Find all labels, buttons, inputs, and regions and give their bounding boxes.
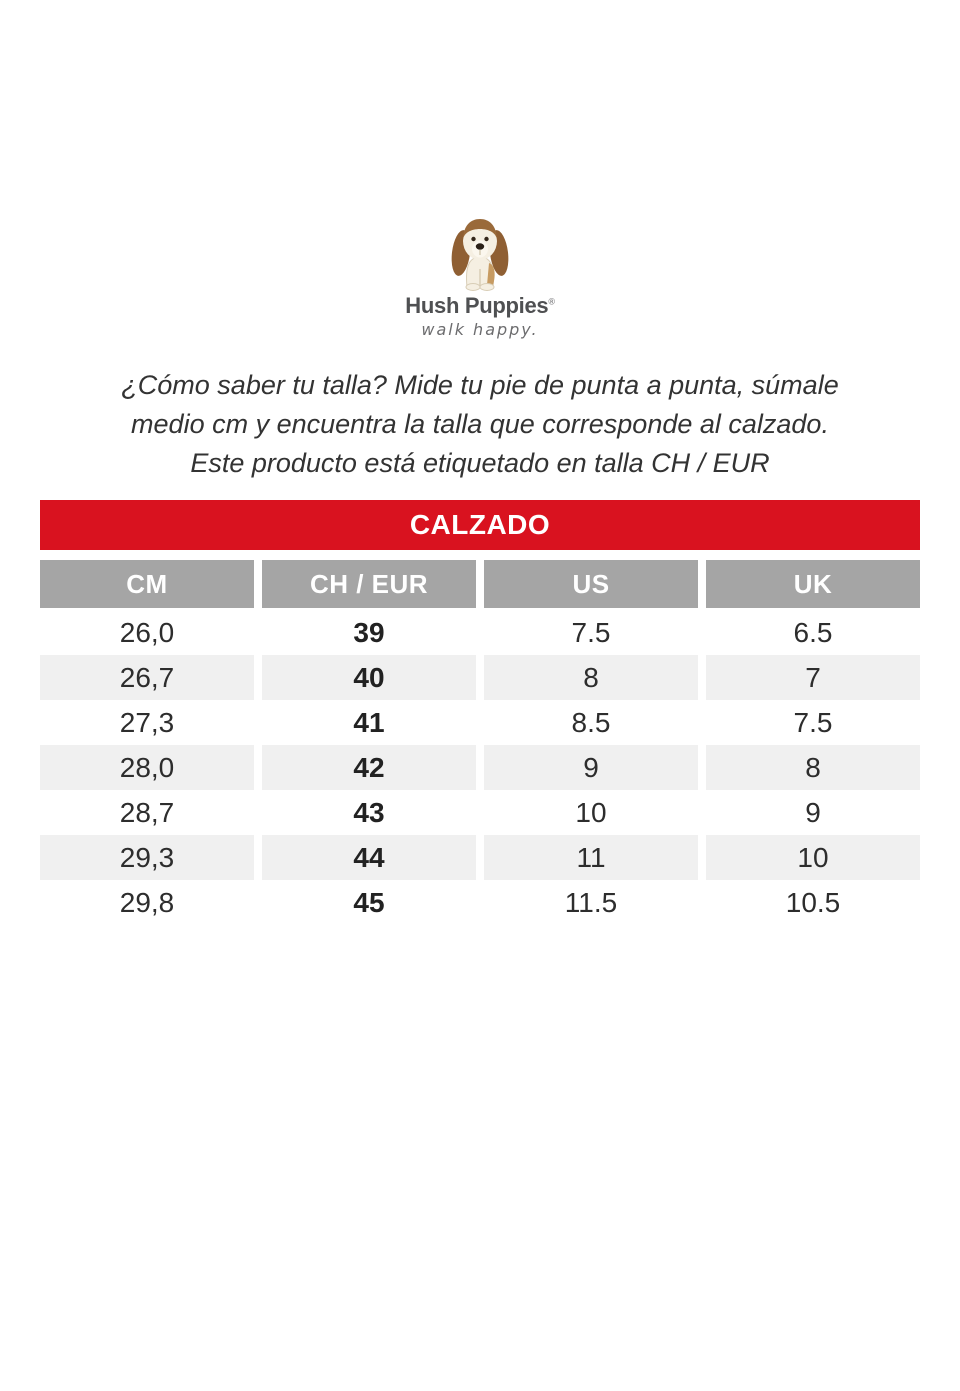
size-cell-us: 9 <box>484 745 698 790</box>
column-header-cm: CM <box>40 560 254 608</box>
size-cell-ch-eur: 45 <box>262 880 476 925</box>
size-cell-ch-eur: 39 <box>262 610 476 655</box>
table-row <box>40 835 920 880</box>
sizing-instructions-line: ¿Cómo saber tu talla? Mide tu pie de punta a punta, súmale <box>121 370 839 400</box>
table-row <box>40 700 920 745</box>
size-cell-us: 7.5 <box>484 610 698 655</box>
size-cell-ch-eur: 42 <box>262 745 476 790</box>
table-row <box>40 610 920 655</box>
sizing-instructions-line: Este producto está etiquetado en talla CH / EUR <box>190 448 770 478</box>
size-cell-uk: 6.5 <box>706 610 920 655</box>
basset-hound-dog-icon <box>0 213 960 291</box>
size-cell-cm: 27,3 <box>40 700 254 745</box>
column-header-us: US <box>484 560 698 608</box>
chart-header-row <box>40 560 920 608</box>
size-cell-uk: 7 <box>706 655 920 700</box>
column-header-uk: UK <box>706 560 920 608</box>
size-cell-cm: 26,0 <box>40 610 254 655</box>
chart-body <box>40 610 920 925</box>
size-cell-cm: 28,7 <box>40 790 254 835</box>
chart-title-bar <box>40 500 920 550</box>
size-cell-ch-eur: 44 <box>262 835 476 880</box>
size-cell-cm: 29,8 <box>40 880 254 925</box>
column-header-ch-eur: CH / EUR <box>262 560 476 608</box>
size-cell-uk: 10.5 <box>706 880 920 925</box>
size-cell-cm: 28,0 <box>40 745 254 790</box>
size-cell-us: 11.5 <box>484 880 698 925</box>
size-cell-cm: 26,7 <box>40 655 254 700</box>
size-cell-us: 8.5 <box>484 700 698 745</box>
brand-tagline: walk happy. <box>421 320 539 339</box>
table-row <box>40 880 920 925</box>
sizing-instructions <box>55 366 905 483</box>
size-cell-us: 11 <box>484 835 698 880</box>
sizing-instructions-line: medio cm y encuentra la talla que corresponde al calzado. <box>131 409 829 439</box>
size-cell-cm: 29,3 <box>40 835 254 880</box>
size-cell-uk: 8 <box>706 745 920 790</box>
size-cell-uk: 7.5 <box>706 700 920 745</box>
chart-title: CALZADO <box>409 509 551 540</box>
size-cell-ch-eur: 41 <box>262 700 476 745</box>
size-cell-ch-eur: 40 <box>262 655 476 700</box>
size-chart <box>40 500 920 925</box>
size-cell-us: 10 <box>484 790 698 835</box>
size-cell-uk: 9 <box>706 790 920 835</box>
size-cell-ch-eur: 43 <box>262 790 476 835</box>
brand-name-text: Hush Puppies <box>405 293 549 318</box>
logo-block <box>0 0 960 339</box>
brand-name <box>0 293 960 319</box>
table-row <box>40 655 920 700</box>
size-cell-us: 8 <box>484 655 698 700</box>
table-row <box>40 745 920 790</box>
registered-mark: ® <box>548 296 555 307</box>
table-row <box>40 790 920 835</box>
size-cell-uk: 10 <box>706 835 920 880</box>
